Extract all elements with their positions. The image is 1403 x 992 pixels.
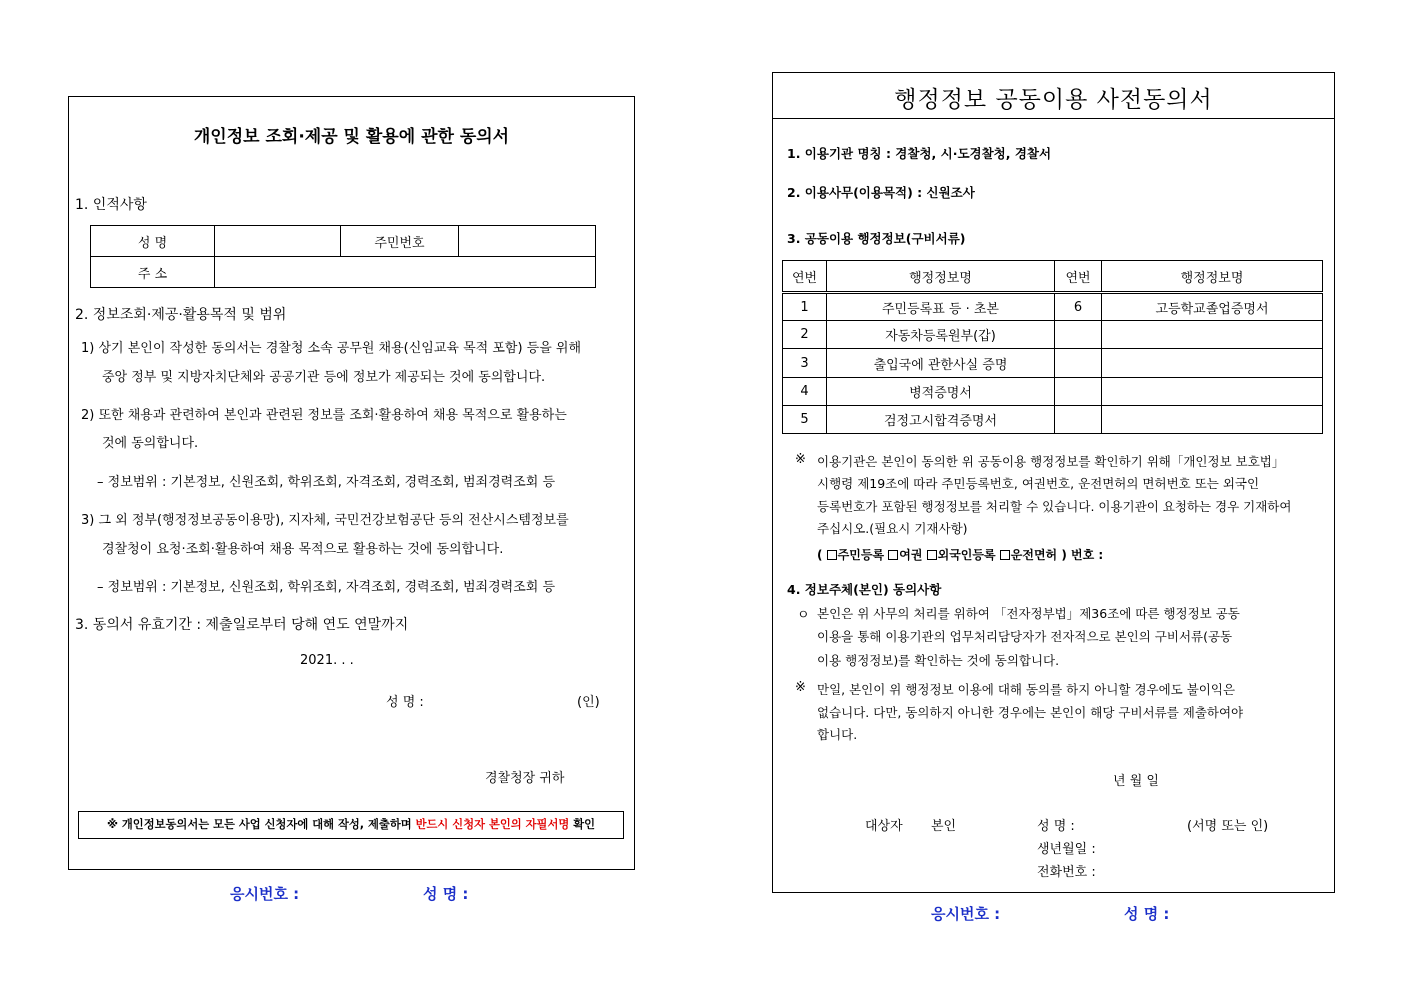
row-cell bbox=[1055, 349, 1102, 378]
right-section-4: 4. 정보주체(본인) 동의사항 bbox=[787, 582, 942, 597]
phone-label: 전화번호 : bbox=[1037, 865, 1096, 880]
checkbox-license[interactable] bbox=[1000, 550, 1010, 560]
notice-red-text: 반드시 신청자 본인의 자필서명 bbox=[415, 818, 570, 831]
row-cell: 검정고시합격증명서 bbox=[827, 406, 1055, 434]
table-row bbox=[783, 349, 1323, 378]
scope-line-2: – 정보범위 : 기본정보, 신원조회, 학위조회, 자격조회, 경력조회, 범죄경력조회 등 bbox=[97, 580, 556, 595]
left-exam-number-label: 응시번호 : bbox=[230, 885, 300, 903]
right-form-title: 행정정보 공동이용 사전동의서 bbox=[894, 87, 1213, 113]
row-cell: 5 bbox=[783, 406, 827, 434]
checkbox-label-resident: 주민등록 bbox=[837, 548, 885, 562]
purpose-item-1-line2: 중앙 정부 및 지방자치단체와 공공기관 등에 정보가 제공되는 것에 동의합니다. bbox=[102, 370, 546, 385]
row-cell bbox=[1102, 406, 1323, 434]
col-header-no-1: 연번 bbox=[783, 261, 827, 293]
personal-info-table bbox=[90, 225, 596, 288]
checkbox-label-license: 운전면허 bbox=[1010, 548, 1058, 562]
col-header-no-2: 연번 bbox=[1055, 261, 1102, 293]
row-cell: 주민등록표 등 · 초본 bbox=[827, 293, 1055, 321]
purpose-item-2-line1: 2) 또한 채용과 관련하여 본인과 관련된 정보를 조회·활용하여 채용 목적으로 활용하는 bbox=[81, 408, 567, 423]
row-cell bbox=[1055, 406, 1102, 434]
purpose-item-2-line2: 것에 동의합니다. bbox=[102, 436, 199, 451]
right-date-line: 년 월 일 bbox=[1113, 774, 1159, 789]
right-name-bottom-label: 성 명 : bbox=[1124, 905, 1170, 923]
note1-line-2: 시행령 제19조에 따라 주민등록번호, 여권번호, 운전면허의 면허번호 또는 외국인 bbox=[817, 476, 1260, 491]
name-value-cell[interactable] bbox=[215, 226, 341, 257]
row-cell: 6 bbox=[1055, 293, 1102, 321]
checkbox-passport[interactable] bbox=[888, 550, 898, 560]
address-value-cell[interactable] bbox=[215, 257, 596, 288]
checkbox-label-foreigner: 외국인등록 bbox=[937, 548, 996, 562]
col-header-name-2: 행정정보명 bbox=[1102, 261, 1323, 293]
id-number-label-cell: 주민번호 bbox=[341, 226, 459, 257]
left-notice-box bbox=[78, 811, 624, 839]
id-type-close: ) 번호 : bbox=[1061, 548, 1104, 562]
left-name-label: 성 명 : bbox=[423, 885, 469, 903]
left-form-title: 개인정보 조회·제공 및 활용에 관한 동의서 bbox=[193, 127, 510, 147]
right-section-1: 1. 이용기관 명칭 : 경찰청, 시·도경찰청, 경찰서 bbox=[787, 146, 1052, 161]
table-row bbox=[783, 406, 1323, 434]
row-cell: 2 bbox=[783, 321, 827, 349]
purpose-item-1-line1: 1) 상기 본인이 작성한 동의서는 경찰청 소속 공무원 채용(신임교육 목적 포함) 등을 위해 bbox=[81, 341, 582, 356]
row-cell: 4 bbox=[783, 378, 827, 406]
consent-date: 2021. . . bbox=[300, 653, 354, 668]
consent-line-1: 본인은 위 사무의 처리를 위하여 「전자정부법」제36조에 따른 행정정보 공동 bbox=[817, 606, 1240, 621]
note2-mark: ※ bbox=[795, 680, 806, 695]
row-cell: 3 bbox=[783, 349, 827, 378]
note2-line-2: 없습니다. 다만, 동의하지 아니한 경우에는 본인이 해당 구비서류를 제출하여야 bbox=[817, 705, 1244, 720]
section-purpose: 2. 정보조회·제공·활용목적 및 범위 bbox=[75, 307, 287, 323]
row-cell bbox=[1055, 378, 1102, 406]
col-header-name-1: 행정정보명 bbox=[827, 261, 1055, 293]
note1-line-4: 주십시오.(필요시 기재사항) bbox=[817, 521, 968, 536]
admin-info-table bbox=[782, 260, 1323, 434]
note1-line-1: 이용기관은 본인이 동의한 위 공동이용 행정정보를 확인하기 위해「개인정보 보호법」 bbox=[817, 454, 1285, 469]
row-cell bbox=[1102, 321, 1323, 349]
signature-label: 성 명 : bbox=[386, 695, 424, 710]
scope-line-1: – 정보범위 : 기본정보, 신원조회, 학위조회, 자격조회, 경력조회, 범죄경력조회 등 bbox=[97, 475, 556, 490]
row-cell bbox=[1102, 378, 1323, 406]
notice-text: ※ 개인정보동의서는 모든 사업 신청자에 대해 작성, 제출하며 bbox=[106, 818, 412, 831]
birthdate-label: 생년월일 : bbox=[1037, 842, 1096, 857]
notice-suffix: 확인 bbox=[573, 818, 596, 831]
id-type-selector bbox=[817, 546, 1103, 563]
right-exam-number-label: 응시번호 : bbox=[931, 905, 1001, 923]
note1-mark: ※ bbox=[795, 452, 806, 467]
name-label-cell: 성 명 bbox=[91, 226, 215, 257]
row-cell: 자동차등록원부(갑) bbox=[827, 321, 1055, 349]
row-cell bbox=[1102, 349, 1323, 378]
address-label-cell: 주 소 bbox=[91, 257, 215, 288]
addressee: 경찰청장 귀하 bbox=[485, 771, 565, 786]
row-cell: 고등학교졸업증명서 bbox=[1102, 293, 1323, 321]
note2-line-3: 합니다. bbox=[817, 727, 858, 742]
note2-line-1: 만일, 본인이 위 행정정보 이용에 대해 동의를 하지 아니할 경우에도 불이익은 bbox=[817, 682, 1236, 697]
table-row bbox=[783, 321, 1323, 349]
table-row bbox=[783, 293, 1323, 321]
consent-mark: ㅇ bbox=[797, 608, 810, 623]
signature-seal-mark: (인) bbox=[577, 695, 600, 710]
right-sign-mark: (서명 또는 인) bbox=[1187, 819, 1269, 834]
id-number-value-cell[interactable] bbox=[459, 226, 596, 257]
purpose-item-3-line1: 3) 그 외 정부(행정정보공동이용망), 지자체, 국민건강보험공단 등의 전산시스템정보를 bbox=[81, 513, 569, 528]
id-type-open: ( bbox=[817, 548, 823, 562]
checkbox-resident[interactable] bbox=[827, 550, 837, 560]
table-row bbox=[783, 378, 1323, 406]
right-name-label: 성 명 : bbox=[1037, 819, 1075, 834]
checkbox-foreigner[interactable] bbox=[927, 550, 937, 560]
right-section-3: 3. 공동이용 행정정보(구비서류) bbox=[787, 231, 966, 246]
purpose-item-3-line2: 경찰청이 요청·조회·활용하여 채용 목적으로 활용하는 것에 동의합니다. bbox=[102, 542, 504, 557]
subject-value: 본인 bbox=[931, 819, 957, 834]
row-cell bbox=[1055, 321, 1102, 349]
row-cell: 출입국에 관한사실 증명 bbox=[827, 349, 1055, 378]
note1-line-3: 등록번호가 포함된 행정정보를 처리할 수 있습니다. 이용기관이 요청하는 경우 기재하여 bbox=[817, 499, 1292, 514]
subject-label: 대상자 bbox=[865, 819, 903, 834]
row-cell: 병적증명서 bbox=[827, 378, 1055, 406]
consent-line-2: 이용을 통해 이용기관의 업무처리담당자가 전자적으로 본인의 구비서류(공동 bbox=[817, 629, 1233, 644]
section-personal-info: 1. 인적사항 bbox=[75, 197, 147, 213]
right-title-divider bbox=[772, 118, 1335, 119]
row-cell: 1 bbox=[783, 293, 827, 321]
section-validity: 3. 동의서 유효기간 : 제출일로부터 당해 연도 연말까지 bbox=[75, 617, 409, 633]
consent-line-3: 이용 행정정보)를 확인하는 것에 동의합니다. bbox=[817, 653, 1060, 668]
checkbox-label-passport: 여권 bbox=[899, 548, 923, 562]
right-section-2: 2. 이용사무(이용목적) : 신원조사 bbox=[787, 185, 975, 200]
